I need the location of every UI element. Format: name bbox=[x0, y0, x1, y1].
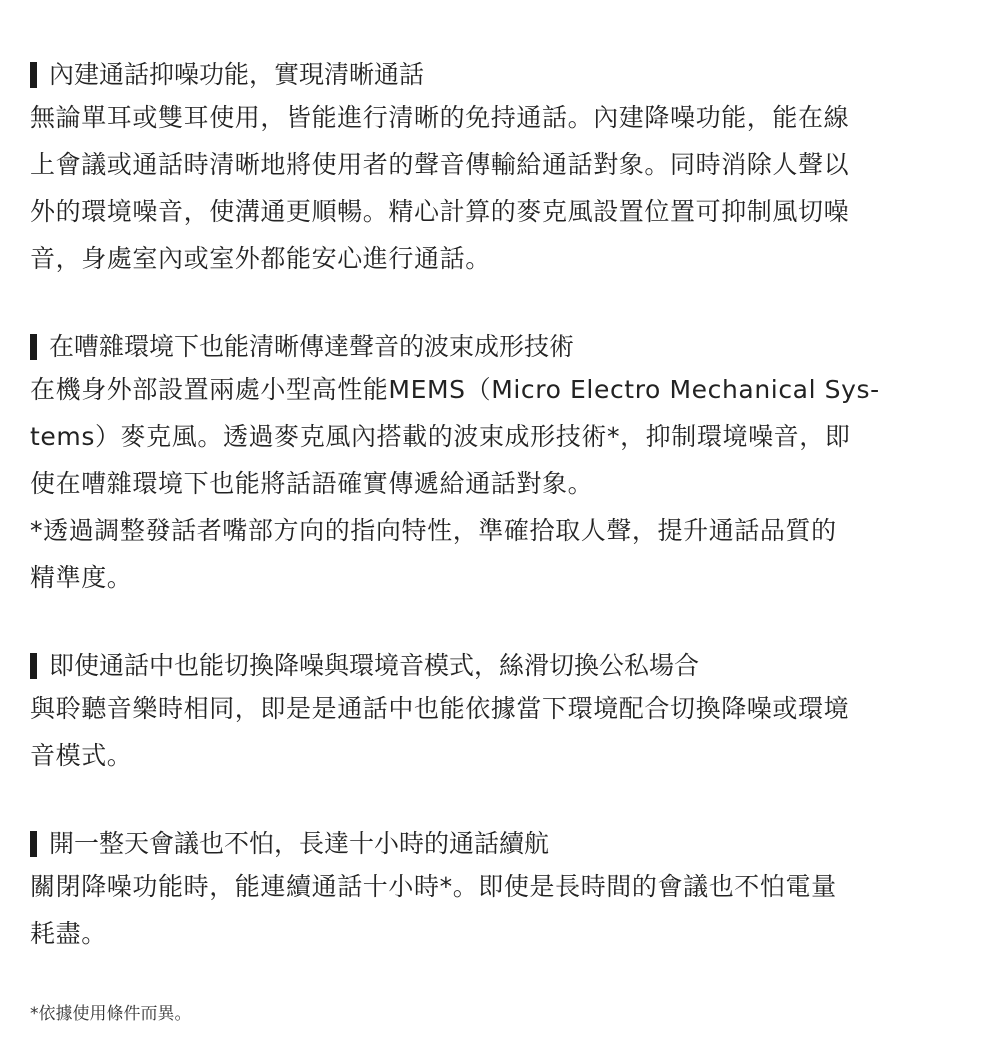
section-call-battery-life bbox=[30, 825, 964, 957]
heading-bar-marker bbox=[30, 653, 37, 679]
section-beamforming bbox=[30, 328, 964, 601]
heading-bar-marker bbox=[30, 62, 37, 88]
paragraph-line: 上會議或通話時清晰地將使用者的聲音傳輸給通話對象。同時消除人聲以 bbox=[30, 150, 850, 179]
heading-bar-marker bbox=[30, 831, 37, 857]
paragraph-line: 精準度。 bbox=[30, 563, 133, 592]
footnote: *依據使用條件而異。 bbox=[30, 1004, 192, 1024]
paragraph-line: 外的環境噪音，使溝通更順暢。精心計算的麥克風設置位置可抑制風切噪 bbox=[30, 197, 850, 226]
section-mode-switching bbox=[30, 647, 964, 779]
section-heading bbox=[30, 825, 964, 863]
section-heading-text: 即使通話中也能切換降噪與環境音模式，絲滑切換公私場合 bbox=[49, 651, 700, 680]
paragraph-line: 無論單耳或雙耳使用，皆能進行清晰的免持通話。內建降噪功能，能在線 bbox=[30, 103, 850, 132]
paragraph-line: tems）麥克風。透過麥克風內搭載的波束成形技術*，抑制環境噪音，即 bbox=[30, 422, 851, 451]
paragraph-line: 在機身外部設置兩處小型高性能MEMS（Micro Electro Mechanical Sys- bbox=[30, 375, 880, 404]
paragraph-line: *透過調整發話者嘴部方向的指向特性，準確拾取人聲，提升通話品質的 bbox=[30, 516, 837, 545]
section-heading-text: 開一整天會議也不怕，長達十小時的通話續航 bbox=[49, 829, 550, 858]
heading-bar-marker bbox=[30, 334, 37, 360]
section-heading bbox=[30, 56, 964, 94]
section-call-noise-suppression bbox=[30, 56, 964, 282]
section-heading bbox=[30, 647, 964, 685]
paragraph-line: 使在嘈雜環境下也能將話語確實傳遞給通話對象。 bbox=[30, 469, 594, 498]
paragraph-line: 與聆聽音樂時相同，即是是通話中也能依據當下環境配合切換降噪或環境 bbox=[30, 694, 850, 723]
paragraph-line: 耗盡。 bbox=[30, 919, 107, 948]
section-heading-text: 在嘈雜環境下也能清晰傳達聲音的波束成形技術 bbox=[49, 332, 575, 361]
section-heading bbox=[30, 328, 964, 366]
paragraph-line: 音模式。 bbox=[30, 741, 133, 770]
section-heading-text: 內建通話抑噪功能，實現清晰通話 bbox=[49, 60, 425, 89]
paragraph-line: 音，身處室內或室外都能安心進行通話。 bbox=[30, 244, 491, 273]
paragraph-line: 關閉降噪功能時，能連續通話十小時*。即使是長時間的會議也不怕電量 bbox=[30, 872, 837, 901]
